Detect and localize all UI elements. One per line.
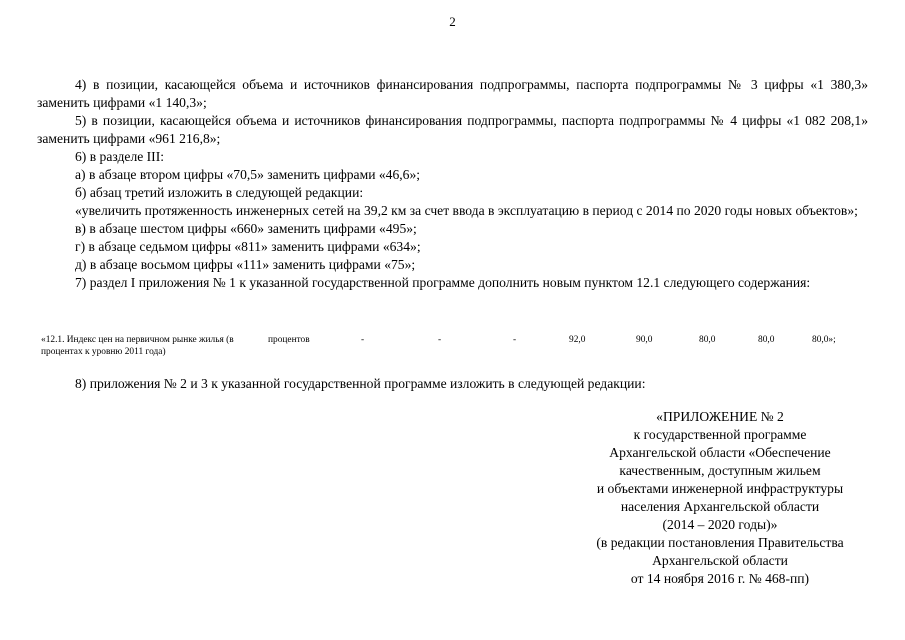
indicator-value: - xyxy=(361,335,365,345)
appendix-line: населения Архангельской области xyxy=(620,499,820,514)
appendix-line: Архангельской области xyxy=(652,553,788,568)
appendix-line: и объектами инженерной инфраструктуры xyxy=(596,481,844,496)
page-number: 2 xyxy=(449,14,456,29)
indicator-value: 80,0 xyxy=(758,335,775,345)
indicator-value: 92,0 xyxy=(569,335,586,345)
appendix-line: (2014 – 2020 годы)» xyxy=(662,517,778,532)
paragraph-6b-quote: «увеличить протяженность инженерных сетей на 39,2 км за счет ввода в эксплуатацию в период с 2014 по 2020 годы новых объектов»; xyxy=(75,203,858,218)
appendix-line: качественным, доступным жильем xyxy=(619,463,821,478)
appendix-line: от 14 ноября 2016 г. № 468-пп) xyxy=(630,571,810,586)
paragraph-6e: д) в абзаце восьмом цифры «111» заменить цифрами «75»; xyxy=(75,257,416,272)
paragraph-5: 5) в позиции, касающейся объема и источников финансирования подпрограммы, паспорта подпрограммы № 4 цифры «1 082 208,1» заменить цифрами «961 216,8»; xyxy=(37,113,868,146)
indicator-value: - xyxy=(513,335,517,345)
amendments-text xyxy=(37,76,868,292)
paragraph-6b: б) абзац третий изложить в следующей редакции: xyxy=(75,185,364,200)
paragraph-6c: в) в абзаце шестом цифры «660» заменить цифрами «495»; xyxy=(75,221,417,236)
indicator-name: «12.1. Индекс цен на первичном рынке жилья (в процентах к уровню 2011 года) xyxy=(41,335,234,357)
paragraph-4: 4) в позиции, касающейся объема и источников финансирования подпрограммы, паспорта подпрограммы № 3 цифры «1 380,3» заменить цифрами «1 140,3»; xyxy=(37,77,868,110)
appendix-header xyxy=(560,408,880,588)
paragraph-6: 6) в разделе III: xyxy=(75,149,165,164)
paragraph-8: 8) приложения № 2 и 3 к указанной государственной программе изложить в следующей редакции: xyxy=(75,376,646,391)
appendix-line: к государственной программе xyxy=(633,427,807,442)
appendix-line: (в редакции постановления Правительства xyxy=(596,535,844,550)
indicator-value: 80,0 xyxy=(699,335,716,345)
paragraph-6d: г) в абзаце седьмом цифры «811» заменить цифрами «634»; xyxy=(75,239,421,254)
indicator-value: 90,0 xyxy=(636,335,653,345)
indicator-value: - xyxy=(438,335,442,345)
paragraph-6a: а) в абзаце втором цифры «70,5» заменить цифрами «46,6»; xyxy=(75,167,421,182)
appendix-line: Архангельской области «Обеспечение xyxy=(609,445,831,460)
indicator-unit: процентов xyxy=(268,335,310,345)
indicator-table-row xyxy=(37,334,868,362)
indicator-value: 80,0»; xyxy=(812,335,836,345)
appendix-line: «ПРИЛОЖЕНИЕ № 2 xyxy=(656,409,784,424)
paragraph-7: 7) раздел I приложения № 1 к указанной государственной программе дополнить новым пунктом 12.1 следующего содержания: xyxy=(75,275,811,290)
